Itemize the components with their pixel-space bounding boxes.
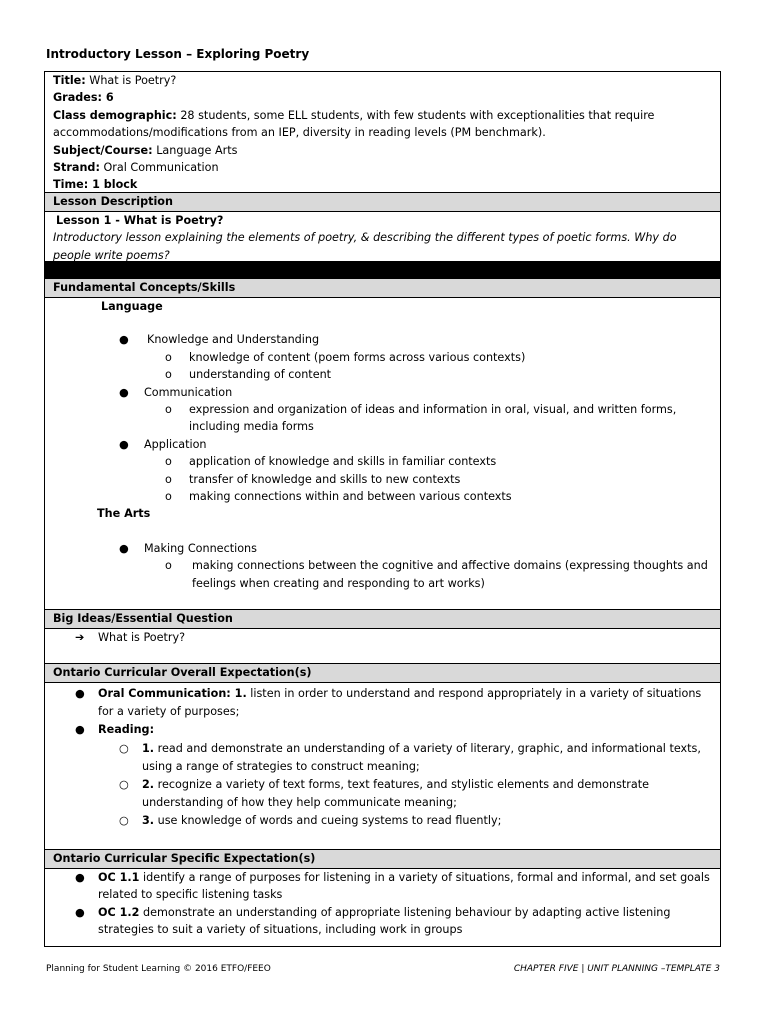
list-item-app-2: o transfer of knowledge and skills to new contexts xyxy=(165,472,461,486)
specific-expectations-section xyxy=(45,869,720,947)
reading-2: ○ 2. recognize a variety of text forms, text features, and stylistic elements and demonstrate understanding of how they help communicate meaning; xyxy=(119,778,650,810)
list-item-ku-1: o knowledge of content (poem forms across various contexts) xyxy=(165,350,526,364)
strand-line: Strand: Oral Communication xyxy=(53,161,219,175)
list-item-application: ● Application xyxy=(119,437,207,451)
demographic-line: Class demographic: 28 students, some ELL students, with few students with exceptionalities that require accommodations/modifications from an IEP, diversity in reading levels (PM benchmark). xyxy=(53,108,655,140)
fundamental-concepts-header: Fundamental Concepts/Skills xyxy=(45,279,720,298)
reading-3: ○ 3. use knowledge of words and cueing systems to read fluently; xyxy=(119,814,502,828)
grades-line: Grades: 6 xyxy=(53,91,114,105)
language-label: Language xyxy=(101,300,163,313)
reading-item: ● Reading: xyxy=(75,723,155,737)
overview-section xyxy=(45,72,720,193)
overall-expectations-section xyxy=(45,683,720,850)
lesson-description-text: Introductory lesson explaining the elements of poetry, & describing the different types of poetic forms. Why do people write poems? xyxy=(53,231,677,262)
time-line: Time: 1 block xyxy=(53,178,138,192)
essential-question: ➔ What is Poetry? xyxy=(75,631,186,644)
list-item-app-3: o making connections within and between various contexts xyxy=(165,490,512,504)
subject-line: Subject/Course: Language Arts xyxy=(53,143,238,157)
big-ideas-section xyxy=(45,629,720,664)
list-item-mc-1: o making connections between the cognitive and affective domains (expressing thoughts and feelings when creating and responding to art works) xyxy=(165,559,708,590)
fundamental-concepts-section xyxy=(45,298,720,610)
big-ideas-header: Big Ideas/Essential Question xyxy=(45,610,720,629)
list-item-knowledge: ● Knowledge and Understanding xyxy=(119,333,320,347)
oc-1-2-item: ● OC 1.2 demonstrate an understanding of appropriate listening behaviour by adapting active listening strategies to suit a variety of situations, including work in groups xyxy=(75,905,671,937)
overall-expectations-header: Ontario Curricular Overall Expectation(s) xyxy=(45,664,720,683)
oral-communication-item: ● Oral Communication: 1. listen in order to understand and respond appropriately in a variety of situations for a variety of purposes; xyxy=(75,687,702,719)
list-item-comm-1: o expression and organization of ideas and information in oral, visual, and written forms, including media forms xyxy=(165,403,677,434)
arts-label: The Arts xyxy=(97,507,151,521)
list-item-app-1: o application of knowledge and skills in familiar contexts xyxy=(165,455,497,469)
footer-copyright: Planning for Student Learning © 2016 ETFO/FEEO xyxy=(46,964,271,974)
reading-1: ○ 1. read and demonstrate an understanding of a variety of literary, graphic, and informational texts, using a range of strategies to construct meaning; xyxy=(119,741,701,773)
footer-chapter: CHAPTER FIVE | UNIT PLANNING –TEMPLATE 3 xyxy=(513,964,720,974)
lesson-plan-table xyxy=(44,71,721,947)
list-item-communication: ● Communication xyxy=(119,385,233,399)
specific-expectations-header: Ontario Curricular Specific Expectation(s) xyxy=(45,850,720,869)
title-line: Title: What is Poetry? xyxy=(53,74,177,87)
lesson-description-header: Lesson Description xyxy=(45,193,720,212)
document-title: Introductory Lesson – Exploring Poetry xyxy=(46,47,310,61)
oc-1-1-item: ● OC 1.1 identify a range of purposes for listening in a variety of situations, formal and informal, and set goals related to specific listening tasks xyxy=(75,871,710,902)
lesson-title: Lesson 1 - What is Poetry? xyxy=(56,214,224,227)
list-item-ku-2: o understanding of content xyxy=(165,368,332,382)
list-item-making-connections: ● Making Connections xyxy=(119,541,257,555)
lesson-description-section xyxy=(45,212,720,261)
